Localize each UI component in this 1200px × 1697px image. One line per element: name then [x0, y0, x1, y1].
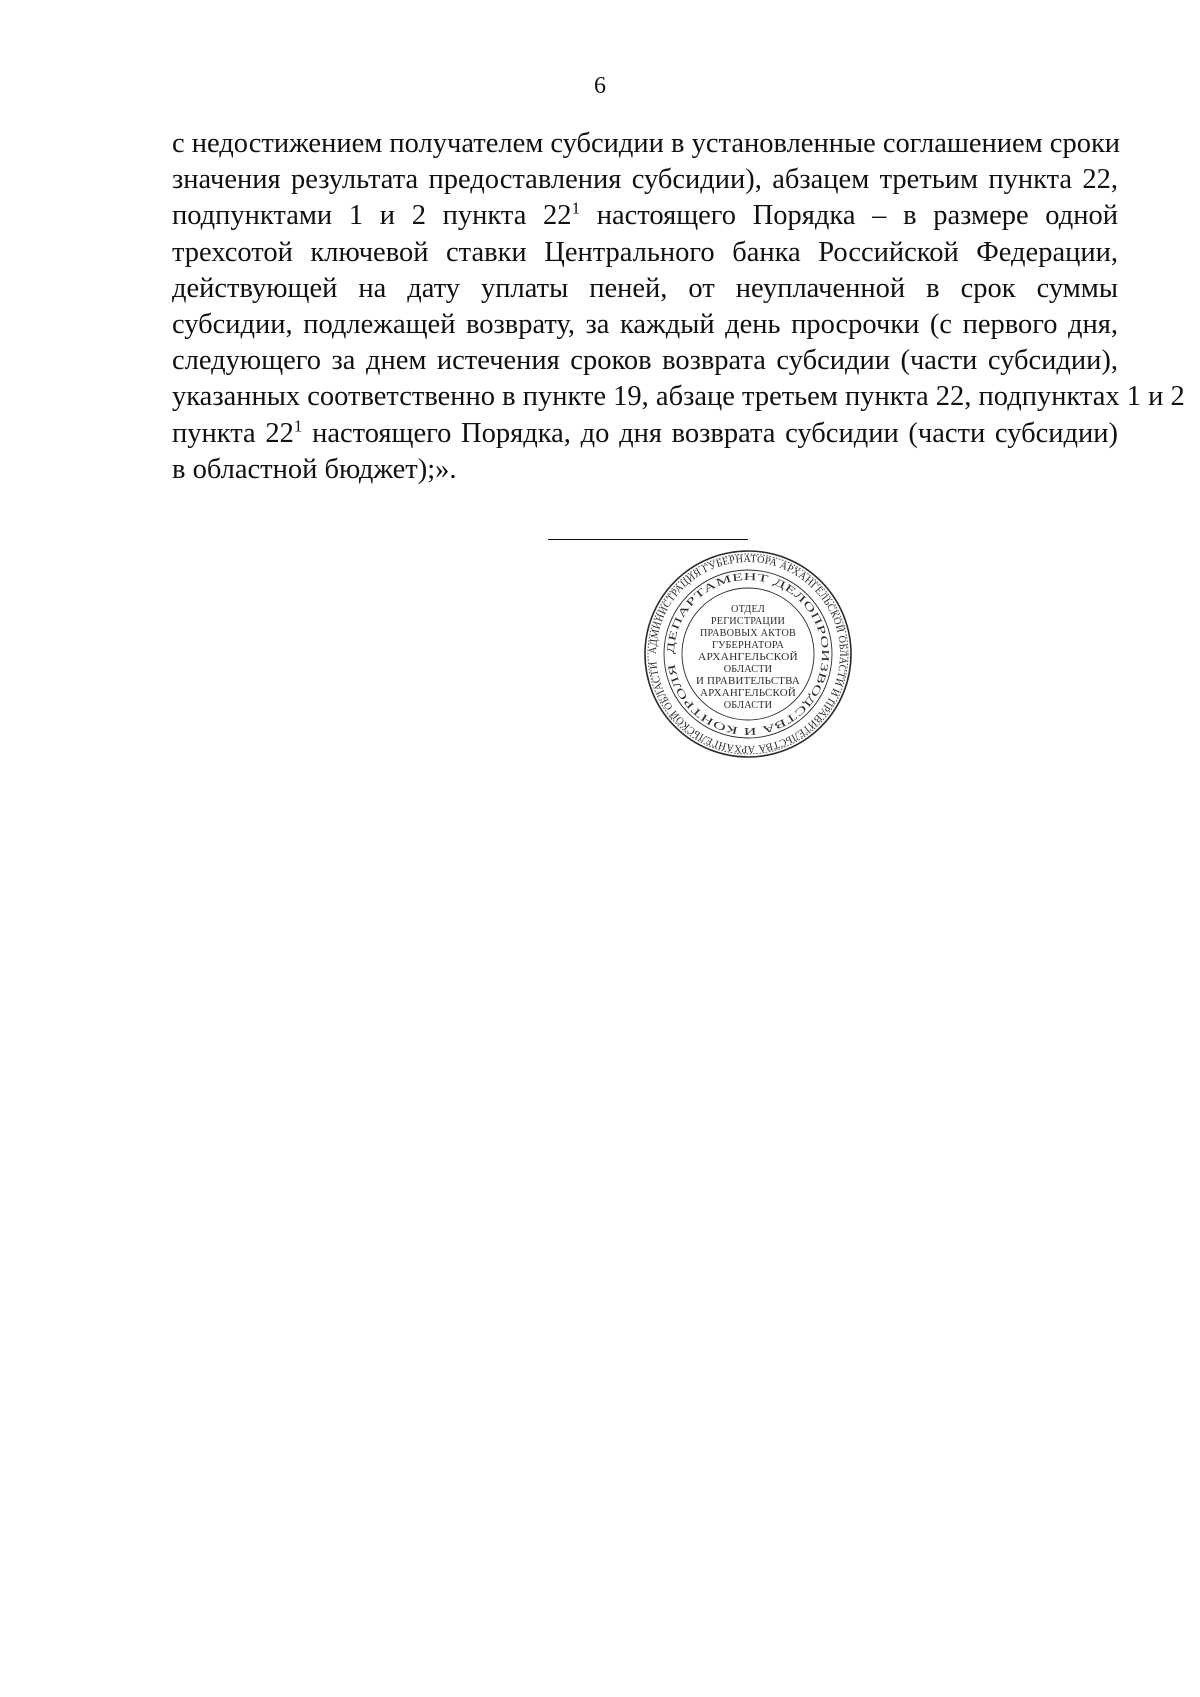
- stamp-center-line: ПРАВОВЫХ АКТОВ: [700, 628, 796, 639]
- text-line: [172, 198, 1118, 234]
- stamp-center-line: ГУБЕРНАТОРА: [711, 640, 785, 651]
- stamp-center-line: ОТДЕЛ: [731, 604, 765, 615]
- end-rule: [548, 539, 748, 540]
- superscript: 1: [571, 198, 581, 218]
- text-line: значения результата предоставления субсидии), абзацем третьим пункта 22,: [172, 164, 1118, 196]
- text-line: указанных соответственно в пункте 19, абзаце третьем пункта 22, подпунктах 1 и 2: [172, 381, 1185, 413]
- stamp-center-line: И ПРАВИТЕЛЬСТВА: [696, 676, 801, 687]
- text-line: действующей на дату уплаты пеней, от неуплаченной в срок суммы: [172, 272, 1118, 304]
- text-line: [172, 416, 1118, 452]
- body-paragraph: [172, 126, 1185, 488]
- stamp-inner-ring-text: ДЕПАРТАМЕНТ ДЕЛОПРОИЗВОДСТВА И КОНТРОЛЯ: [665, 571, 831, 737]
- text-segment: настоящего Порядка – в размере одной: [580, 200, 1118, 232]
- text-line: с недостижением получателем субсидии в установленные соглашением сроки: [172, 128, 1121, 159]
- registration-stamp: [642, 548, 854, 760]
- superscript: 1: [293, 416, 303, 436]
- stamp-center-line: РЕГИСТРАЦИИ: [710, 616, 786, 627]
- text-line: трехсотой ключевой ставки Центрального банка Российской Федерации,: [172, 236, 1118, 268]
- stamp-center-line: АРХАНГЕЛЬСКОЙ: [698, 652, 788, 663]
- text-segment: настоящего Порядка, до дня возврата субсидии (части субсидии): [302, 417, 1118, 449]
- text-segment: пункта 22: [172, 417, 294, 449]
- text-line: субсидии, подлежащей возврату, за каждый день просрочки (с первого дня,: [172, 309, 1118, 341]
- text-line: следующего за днем истечения сроков возврата субсидии (части субсидии),: [172, 345, 1118, 377]
- stamp-seal-icon: [642, 548, 854, 760]
- text-segment: подпунктами 1 и 2 пункта 22: [172, 200, 572, 232]
- stamp-outer-ring-text: АДМИНИСТРАЦИЯ ГУБЕРНАТОРА АРХАНГЕЛЬСКОЙ ОБЛАСТИ И ПРАВИТЕЛЬСТВА АРХАНГЕЛЬСКОЙ ОБЛАСТИ: [647, 553, 849, 755]
- stamp-center-line: ОБЛАСТИ: [723, 700, 773, 711]
- stamp-center-line: ОБЛАСТИ: [723, 664, 773, 675]
- page-number: 6: [594, 73, 606, 99]
- stamp-center-line: АРХАНГЕЛЬСКОЙ: [700, 688, 790, 699]
- text-line: в областной бюджет);».: [172, 453, 457, 485]
